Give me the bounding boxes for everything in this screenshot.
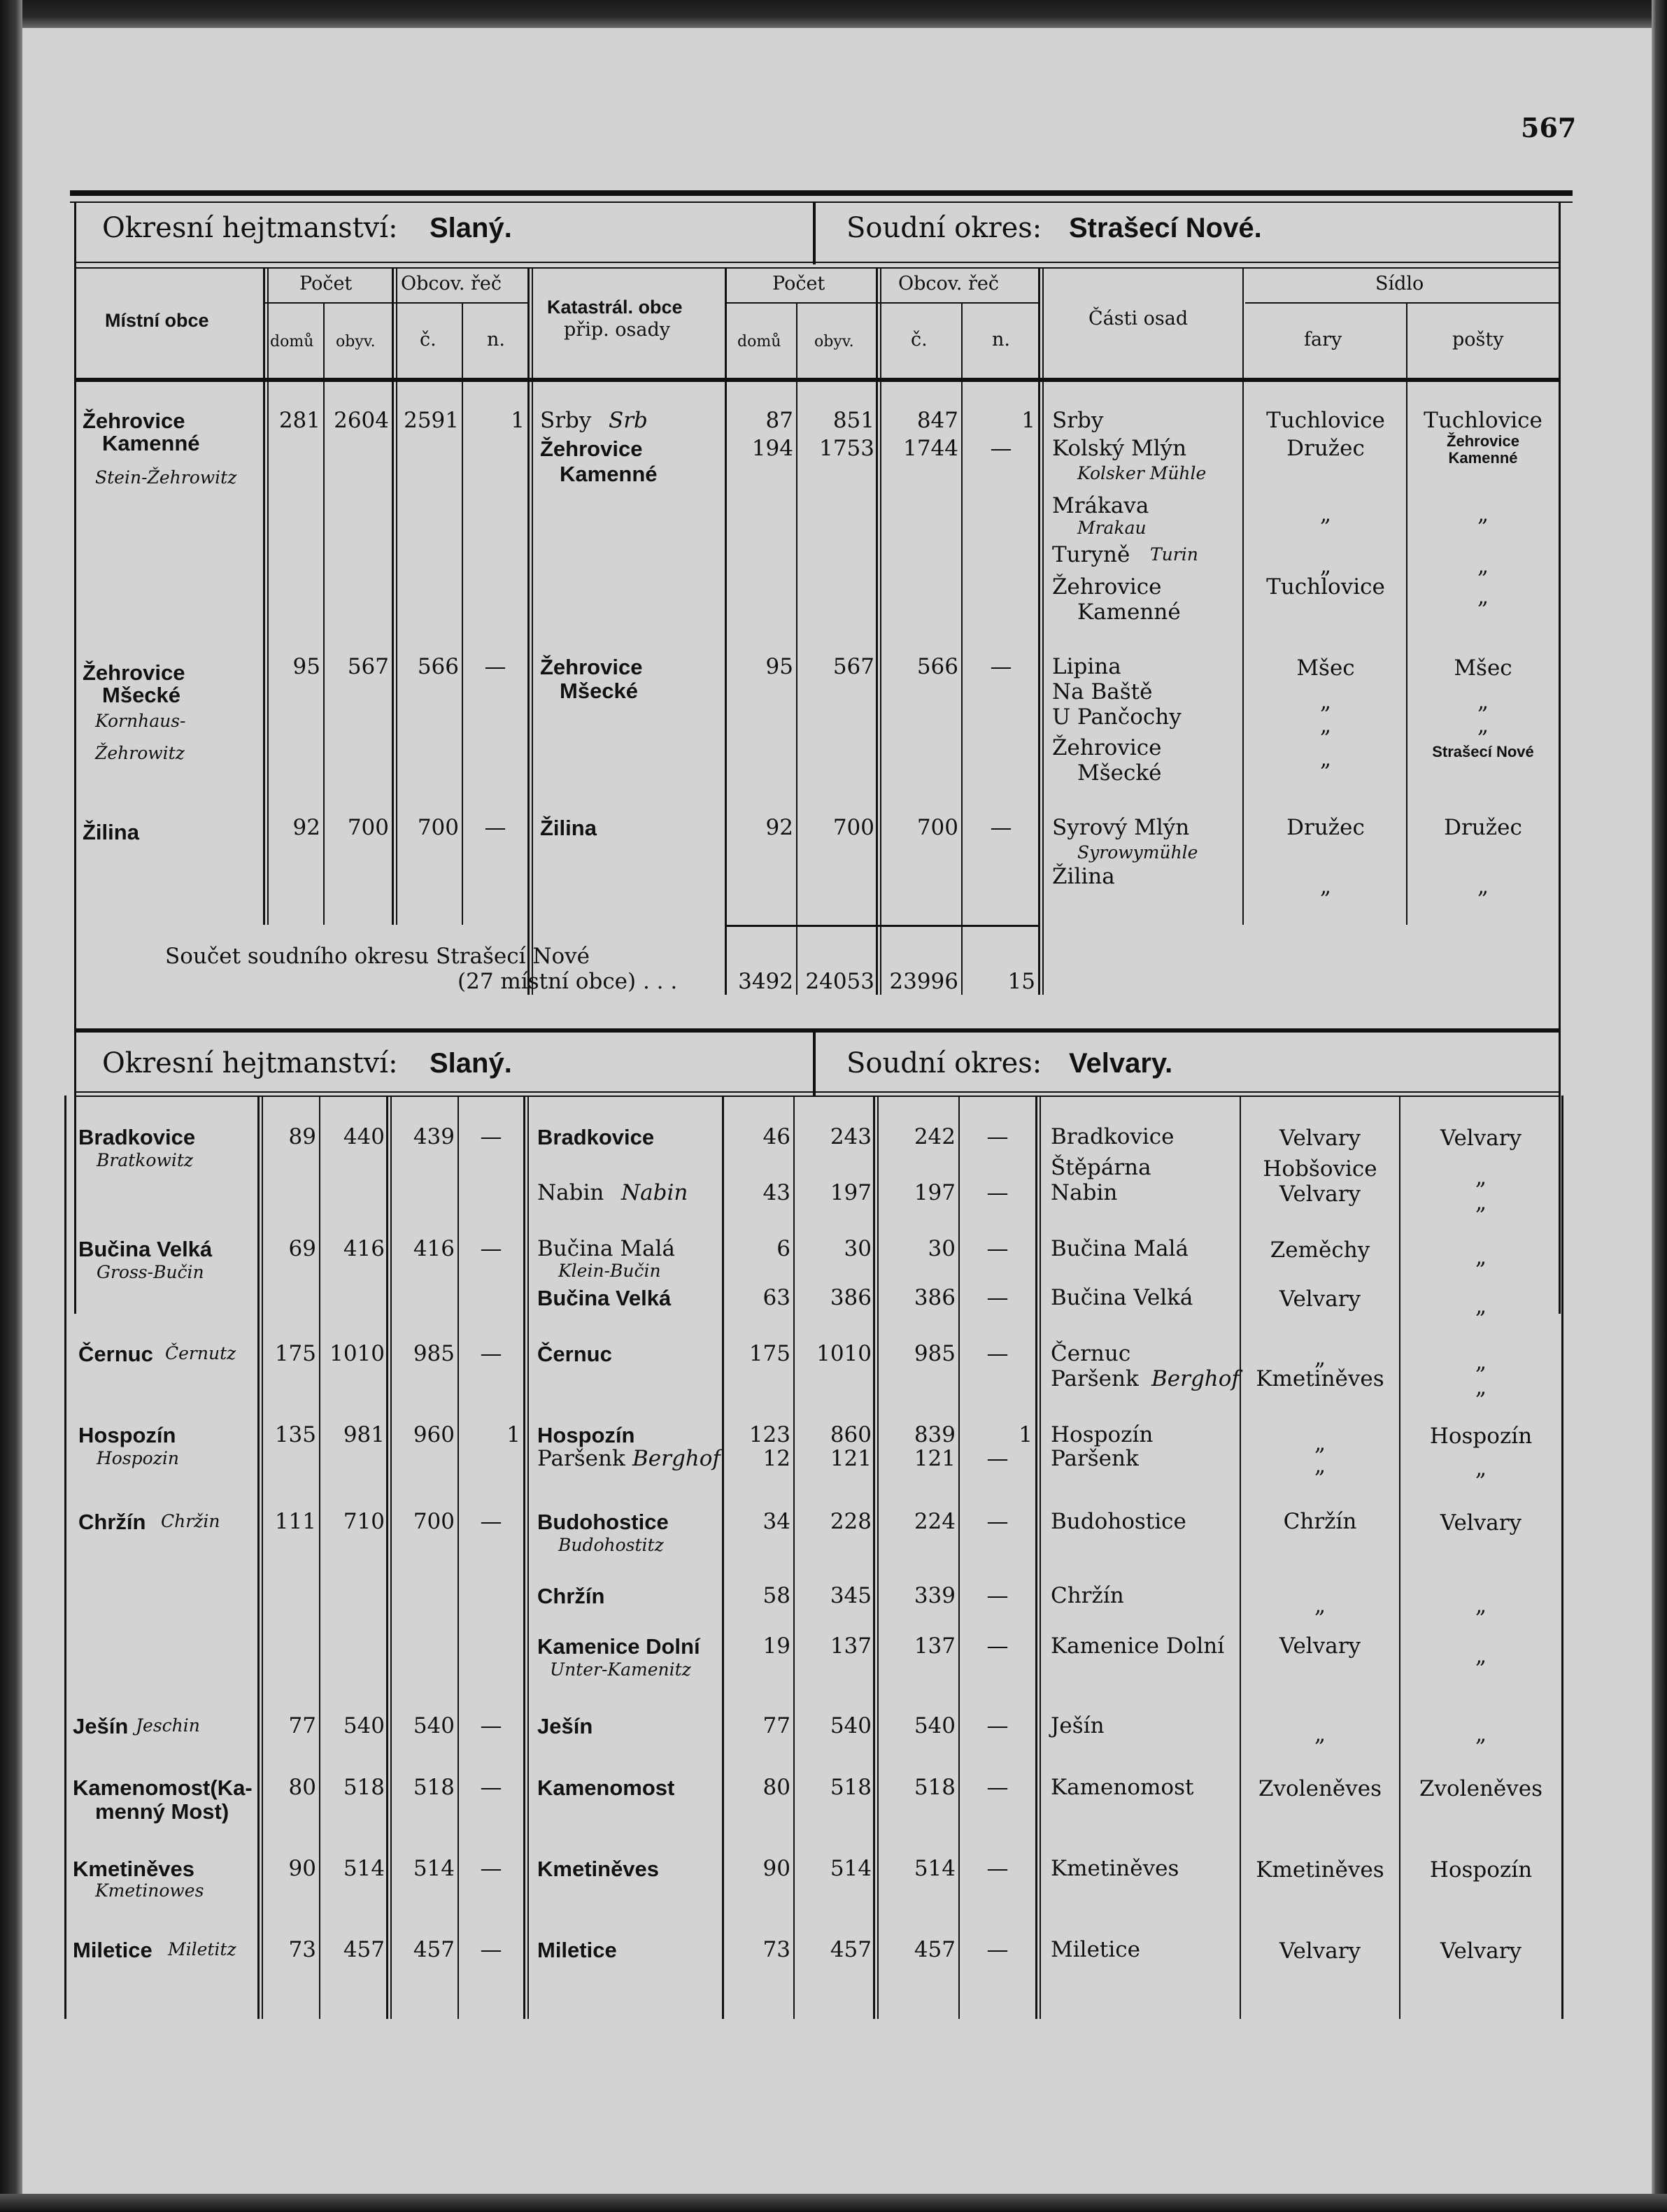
kat-domu: 123	[749, 1422, 790, 1447]
fara: „	[1314, 1593, 1326, 1618]
kat-obyv: 514	[830, 1856, 872, 1881]
hdr-casti-osad: Části osad	[1088, 308, 1189, 329]
cell-c: 985	[413, 1341, 455, 1366]
osada-name: Bradkovice	[1051, 1124, 1175, 1149]
kat-obyv: 243	[830, 1124, 872, 1149]
soudni-value: Velvary.	[1069, 1048, 1173, 1079]
cell-n: 1	[506, 1422, 520, 1447]
cell-domu: 80	[288, 1775, 316, 1800]
posta: Velvary	[1440, 1126, 1522, 1151]
obec-de: Kornhaus-	[95, 711, 186, 731]
kat-name: Černuc	[537, 1342, 612, 1366]
okresni-value: Slaný.	[430, 213, 512, 243]
posta: „	[1475, 1245, 1487, 1270]
hdr-sidlo: Sídlo	[1375, 273, 1424, 295]
cell-domu: 92	[292, 815, 320, 840]
fara: „	[1314, 1345, 1326, 1370]
kat-domu: 12	[762, 1446, 790, 1471]
kat-name-de: Budohostitz	[558, 1535, 664, 1555]
kat-name: Žilina	[540, 816, 597, 840]
fara: „	[1319, 713, 1332, 738]
obec-name: Chržín	[78, 1510, 146, 1534]
fara: „	[1314, 1453, 1326, 1478]
kat-n: —	[986, 1775, 1009, 1800]
kat-name: Miletice	[537, 1938, 617, 1962]
kat-name-de: Srb	[609, 408, 648, 433]
posta: Družec	[1444, 815, 1522, 840]
hdr-obyv: obyv.	[336, 333, 376, 350]
kat-name: Bučina Malá	[537, 1236, 675, 1261]
osada-name: Lipina	[1052, 654, 1121, 679]
osada-name: Kamenice Dolní	[1051, 1633, 1225, 1659]
fara: „	[1319, 553, 1332, 579]
hdr-domu: domů	[270, 333, 314, 350]
kat-n: —	[990, 436, 1012, 461]
osada-name: Ješín	[1051, 1713, 1105, 1738]
posta: „	[1477, 502, 1489, 527]
cell-domu: 90	[288, 1856, 316, 1881]
kat-name: Ješín	[537, 1714, 593, 1738]
cell-obyv: 700	[347, 815, 389, 840]
posta: Zvoleněves	[1419, 1776, 1543, 1801]
okresni-value: Slaný.	[430, 1048, 512, 1079]
cell-obyv: 457	[343, 1937, 385, 1962]
cell-c: 2591	[404, 408, 459, 433]
fara: „	[1319, 689, 1332, 714]
osada-de: Turin	[1150, 544, 1198, 565]
fara: Mšec	[1296, 655, 1355, 681]
soudni-label: Soudní okres:	[846, 1047, 1042, 1079]
posta: Velvary	[1440, 1938, 1522, 1964]
osada-name: Žehrovice	[1052, 574, 1162, 600]
kat-name: Bučina Velká	[537, 1286, 672, 1310]
cell-domu: 135	[274, 1422, 316, 1447]
hdr-pocet-2: Počet	[772, 273, 825, 295]
fara: Zeměchy	[1270, 1238, 1370, 1263]
kat-c: 566	[916, 654, 958, 679]
kat-obyv: 386	[830, 1285, 872, 1310]
cell-obyv: 518	[343, 1775, 385, 1800]
fara: Družec	[1286, 436, 1365, 461]
kat-name: Srby	[540, 408, 592, 433]
fara: Tuchlovice	[1266, 408, 1385, 433]
obec-name-2: Kamenné	[102, 431, 200, 455]
obec-name: Černuc	[78, 1342, 153, 1366]
cell-domu: 95	[292, 654, 320, 679]
kat-name-de: Nabin	[621, 1180, 688, 1205]
osada-name: Srby	[1052, 408, 1104, 433]
kat-n: —	[986, 1856, 1009, 1881]
kat-c: 700	[916, 815, 958, 840]
kat-n: —	[986, 1180, 1009, 1205]
obec-de: Kmetinowes	[95, 1880, 204, 1901]
osada-name: Syrový Mlýn	[1052, 815, 1190, 840]
obec-name: Žilina	[83, 820, 139, 844]
okresni-label: Okresní hejtmanství:	[102, 212, 398, 244]
posta: „	[1477, 584, 1489, 609]
kat-c: 985	[914, 1341, 956, 1366]
cell-n: —	[484, 654, 506, 679]
posta: „	[1475, 1165, 1487, 1190]
obec-de: Bratkowitz	[97, 1150, 194, 1170]
kat-name-de: Unter-Kamenitz	[550, 1659, 691, 1680]
cell-domu: 89	[288, 1124, 316, 1149]
kat-n: —	[986, 1633, 1009, 1659]
scan-border-top	[0, 0, 1667, 28]
page-number: 567	[1521, 112, 1577, 143]
kat-obyv: 540	[830, 1713, 872, 1738]
kat-name: Kmetiněves	[537, 1857, 660, 1881]
fara: Tuchlovice	[1266, 574, 1385, 600]
kat-n: —	[986, 1236, 1009, 1261]
fara: Velvary	[1279, 1938, 1361, 1964]
kat-name-2: Mšecké	[560, 679, 639, 703]
kat-n: —	[986, 1713, 1009, 1738]
kat-c: 30	[928, 1236, 956, 1261]
posta: Mšec	[1454, 655, 1512, 681]
kat-obyv: 121	[830, 1446, 872, 1471]
kat-name: Budohostice	[537, 1510, 669, 1534]
soucet-domu: 3492	[738, 969, 793, 994]
posta: „	[1475, 1643, 1487, 1668]
kat-c: 339	[914, 1583, 956, 1608]
hdr-n-2: n.	[992, 329, 1010, 350]
cell-n: —	[480, 1509, 502, 1534]
osada-name-2: Kamenné	[1077, 600, 1181, 625]
kat-c: 1744	[903, 436, 958, 461]
fara: „	[1319, 746, 1332, 772]
cell-c: 960	[413, 1422, 455, 1447]
obec-name: Bučina Velká	[78, 1237, 213, 1261]
posta: Hospozín	[1429, 1857, 1533, 1883]
kat-name-de: Klein-Bučin	[558, 1261, 661, 1281]
hdr-obcov-rec-2: Obcov. řeč	[898, 273, 1000, 295]
osada-name: Na Baště	[1052, 679, 1153, 704]
kat-name: Žehrovice	[540, 655, 643, 679]
kat-name: Nabin	[537, 1180, 604, 1205]
kat-c: 518	[914, 1775, 956, 1800]
osada-name: Kolský Mlýn	[1052, 436, 1187, 461]
kat-obyv: 228	[830, 1509, 872, 1534]
cell-c: 566	[417, 654, 459, 679]
osada-name: Chržín	[1051, 1583, 1124, 1608]
kat-c: 224	[914, 1509, 956, 1534]
kat-domu: 46	[762, 1124, 790, 1149]
cell-domu: 73	[288, 1937, 316, 1962]
kat-obyv: 518	[830, 1775, 872, 1800]
kat-name: Bradkovice	[537, 1125, 655, 1149]
cell-obyv: 514	[343, 1856, 385, 1881]
kat-name: Paršenk	[537, 1446, 625, 1471]
obec-de: Miletitz	[168, 1939, 236, 1959]
okresni-label: Okresní hejtmanství:	[102, 1047, 398, 1079]
kat-n: —	[990, 654, 1012, 679]
kat-c: 514	[914, 1856, 956, 1881]
fara: Velvary	[1279, 1286, 1361, 1312]
fara: „	[1314, 1431, 1326, 1456]
cell-c: 416	[413, 1236, 455, 1261]
obec-name-2: Mšecké	[102, 683, 181, 707]
fara: Hobšovice	[1263, 1156, 1377, 1182]
soudni-value: Strašecí Nové.	[1069, 213, 1262, 243]
cell-obyv: 710	[343, 1509, 385, 1534]
posta: „	[1477, 553, 1489, 579]
kat-obyv: 457	[830, 1937, 872, 1962]
soucet-label: Součet soudního okresu Strašecí Nové	[165, 944, 590, 969]
cell-n: —	[480, 1124, 502, 1149]
posta-2: Kamenné	[1448, 449, 1518, 467]
posta: „	[1475, 1293, 1487, 1319]
kat-obyv: 137	[830, 1633, 872, 1659]
osada-name: Černuc	[1051, 1341, 1131, 1366]
cell-obyv: 981	[343, 1422, 385, 1447]
cell-domu: 281	[278, 408, 320, 433]
kat-domu: 95	[765, 654, 793, 679]
kat-obyv: 860	[830, 1422, 872, 1447]
kat-domu: 58	[762, 1583, 790, 1608]
soudni-label: Soudní okres:	[846, 212, 1042, 244]
fara: Velvary	[1279, 1633, 1361, 1659]
obec-name-2: menný Most)	[95, 1799, 229, 1824]
cell-c: 439	[413, 1124, 455, 1149]
cell-obyv: 1010	[329, 1341, 385, 1366]
kat-domu: 90	[762, 1856, 790, 1881]
soucet-n: 15	[1007, 969, 1035, 994]
kat-obyv: 30	[844, 1236, 872, 1261]
osada-de: Kolsker Mühle	[1077, 463, 1207, 483]
fara: „	[1319, 874, 1332, 899]
kat-name: Chržín	[537, 1584, 605, 1608]
kat-n: —	[986, 1446, 1009, 1471]
osada-name: Kmetiněves	[1051, 1856, 1179, 1881]
fara: Chržín	[1283, 1509, 1357, 1534]
kat-domu: 34	[762, 1509, 790, 1534]
kat-c: 457	[914, 1937, 956, 1962]
osada-name: Bučina Malá	[1051, 1236, 1189, 1261]
cell-obyv: 567	[347, 654, 389, 679]
cell-c: 540	[413, 1713, 455, 1738]
cell-c: 700	[413, 1509, 455, 1534]
kat-name: Žehrovice	[540, 437, 643, 461]
kat-obyv: 1010	[816, 1341, 872, 1366]
scan-border-left	[0, 0, 22, 2212]
osada-name: Žehrovice	[1052, 735, 1162, 760]
kat-n: —	[986, 1124, 1009, 1149]
obec-de: Gross-Bučin	[97, 1262, 204, 1282]
posta: „	[1475, 1375, 1487, 1400]
osada-name: Žilina	[1052, 864, 1115, 889]
cell-n: —	[480, 1236, 502, 1261]
obec-de: Hospozin	[97, 1448, 180, 1468]
hdr-mistni-obce: Místní obce	[105, 310, 209, 331]
cell-obyv: 540	[343, 1713, 385, 1738]
kat-domu: 43	[762, 1180, 790, 1205]
obec-de: Jeschin	[136, 1715, 200, 1736]
posta: Tuchlovice	[1424, 408, 1542, 433]
osada-name: Hospozín	[1051, 1422, 1154, 1447]
hdr-c: č.	[420, 329, 437, 350]
obec-de: Stein-Žehrowitz	[95, 467, 237, 488]
posta: Žehrovice	[1447, 432, 1519, 450]
osada-de: Mrakau	[1077, 518, 1147, 538]
obec-name: Hospozín	[78, 1423, 176, 1447]
osada-name: Mrákava	[1052, 493, 1149, 518]
hdr-c-2: č.	[911, 329, 928, 350]
hdr-domu-2: domů	[737, 333, 781, 350]
kat-obyv: 345	[830, 1583, 872, 1608]
osada-name: U Pančochy	[1052, 704, 1182, 730]
scan-border-bottom	[0, 2194, 1667, 2212]
kat-name-de: Berghof	[632, 1446, 721, 1471]
kat-domu: 19	[762, 1633, 790, 1659]
cell-domu: 175	[274, 1341, 316, 1366]
kat-n: —	[986, 1285, 1009, 1310]
posta: „	[1475, 1349, 1487, 1375]
kat-obyv: 197	[830, 1180, 872, 1205]
hdr-prip-osady: přip. osady	[564, 319, 671, 341]
cell-domu: 77	[288, 1713, 316, 1738]
hdr-n: n.	[487, 329, 505, 350]
kat-c: 137	[914, 1633, 956, 1659]
fara: Kmetiněves	[1256, 1366, 1384, 1391]
cell-n: —	[480, 1856, 502, 1881]
obec-name: Miletice	[73, 1938, 152, 1962]
cell-n: —	[480, 1775, 502, 1800]
kat-n: —	[986, 1341, 1009, 1366]
fara: „	[1319, 502, 1332, 527]
hdr-katastr: Katastrál. obce	[547, 297, 683, 318]
posta: Hospozín	[1429, 1424, 1533, 1449]
kat-n: —	[990, 815, 1012, 840]
kat-name: Hospozín	[537, 1423, 635, 1447]
kat-c: 121	[914, 1446, 956, 1471]
kat-name: Kamenomost	[537, 1775, 675, 1800]
obec-name: Kamenomost(Ka-	[73, 1775, 253, 1800]
posta: Strašecí Nové	[1432, 743, 1534, 760]
cell-n: —	[484, 815, 506, 840]
kat-c: 540	[914, 1713, 956, 1738]
fara: „	[1314, 1722, 1326, 1747]
kat-obyv: 851	[832, 408, 874, 433]
osada-de: Syrowymühle	[1077, 842, 1198, 863]
osada-name: Bučina Velká	[1051, 1285, 1193, 1310]
kat-n: —	[986, 1937, 1009, 1962]
cell-n: —	[480, 1341, 502, 1366]
kat-domu: 92	[765, 815, 793, 840]
hdr-pocet: Počet	[299, 273, 353, 295]
kat-domu: 73	[762, 1937, 790, 1962]
cell-c: 514	[413, 1856, 455, 1881]
kat-n: 1	[1021, 408, 1035, 433]
osada-de: Berghof	[1151, 1366, 1240, 1391]
cell-c: 700	[417, 815, 459, 840]
obec-name: Žehrovice	[83, 660, 185, 685]
kat-domu: 87	[765, 408, 793, 433]
cell-obyv: 416	[343, 1236, 385, 1261]
posta: „	[1475, 1722, 1487, 1747]
fara: Družec	[1286, 815, 1365, 840]
kat-c: 386	[914, 1285, 956, 1310]
osada-name: Turyně	[1052, 542, 1130, 567]
soucet-obyv: 24053	[805, 969, 874, 994]
osada-name: Paršenk	[1051, 1366, 1139, 1391]
kat-obyv: 700	[832, 815, 874, 840]
kat-domu: 77	[762, 1713, 790, 1738]
cell-domu: 69	[288, 1236, 316, 1261]
kat-domu: 175	[749, 1341, 790, 1366]
posta: Velvary	[1440, 1510, 1522, 1536]
kat-domu: 6	[776, 1236, 790, 1261]
hdr-posty: pošty	[1452, 329, 1504, 350]
osada-name: Paršenk	[1051, 1446, 1139, 1471]
fara: Zvoleněves	[1258, 1776, 1382, 1801]
cell-n: —	[480, 1937, 502, 1962]
soucet-c: 23996	[889, 969, 958, 994]
cell-c: 457	[413, 1937, 455, 1962]
cell-n: 1	[511, 408, 525, 433]
kat-n: —	[986, 1583, 1009, 1608]
kat-c: 242	[914, 1124, 956, 1149]
obec-name: Kmetiněves	[73, 1857, 195, 1881]
kat-name-2: Kamenné	[560, 462, 658, 486]
kat-n: 1	[1019, 1422, 1033, 1447]
kat-c: 197	[914, 1180, 956, 1205]
cell-obyv: 2604	[334, 408, 389, 433]
kat-name: Kamenice Dolní	[537, 1634, 700, 1659]
cell-n: —	[480, 1713, 502, 1738]
osada-name: Miletice	[1051, 1937, 1140, 1962]
posta: „	[1477, 689, 1489, 714]
kat-obyv: 1753	[819, 436, 874, 461]
kat-domu: 63	[762, 1285, 790, 1310]
fara: Velvary	[1279, 1182, 1361, 1207]
osada-name: Kamenomost	[1051, 1775, 1194, 1800]
cell-c: 518	[413, 1775, 455, 1800]
osada-name-2: Mšecké	[1077, 760, 1162, 786]
posta: „	[1475, 1593, 1487, 1618]
obec-de-2: Žehrowitz	[95, 743, 185, 763]
fara: Kmetiněves	[1256, 1857, 1384, 1883]
soucet-label-2: (27 místní obce) . . .	[457, 969, 678, 994]
posta: „	[1475, 1190, 1487, 1215]
obec-de: Chržin	[161, 1511, 220, 1531]
obec-name: Žehrovice	[83, 409, 185, 433]
osada-name: Štěpárna	[1051, 1155, 1151, 1180]
osada-name: Nabin	[1051, 1180, 1118, 1205]
kat-n: —	[986, 1509, 1009, 1534]
kat-c: 839	[914, 1422, 956, 1447]
kat-domu: 80	[762, 1775, 790, 1800]
hdr-obcov-rec: Obcov. řeč	[401, 273, 502, 295]
hdr-obyv-2: obyv.	[814, 333, 854, 350]
posta: „	[1475, 1456, 1487, 1481]
cell-domu: 111	[274, 1509, 316, 1534]
kat-domu: 194	[751, 436, 793, 461]
posta: „	[1477, 874, 1489, 899]
osada-name: Budohostice	[1051, 1509, 1186, 1534]
obec-name: Bradkovice	[78, 1125, 196, 1149]
hdr-fary: fary	[1304, 329, 1342, 350]
obec-de: Černutz	[165, 1343, 236, 1363]
obec-name: Ješín	[73, 1714, 129, 1738]
cell-obyv: 440	[343, 1124, 385, 1149]
kat-obyv: 567	[832, 654, 874, 679]
kat-c: 847	[916, 408, 958, 433]
fara: Velvary	[1279, 1126, 1361, 1151]
posta: „	[1477, 713, 1489, 738]
scan-border-right	[1652, 0, 1667, 2212]
